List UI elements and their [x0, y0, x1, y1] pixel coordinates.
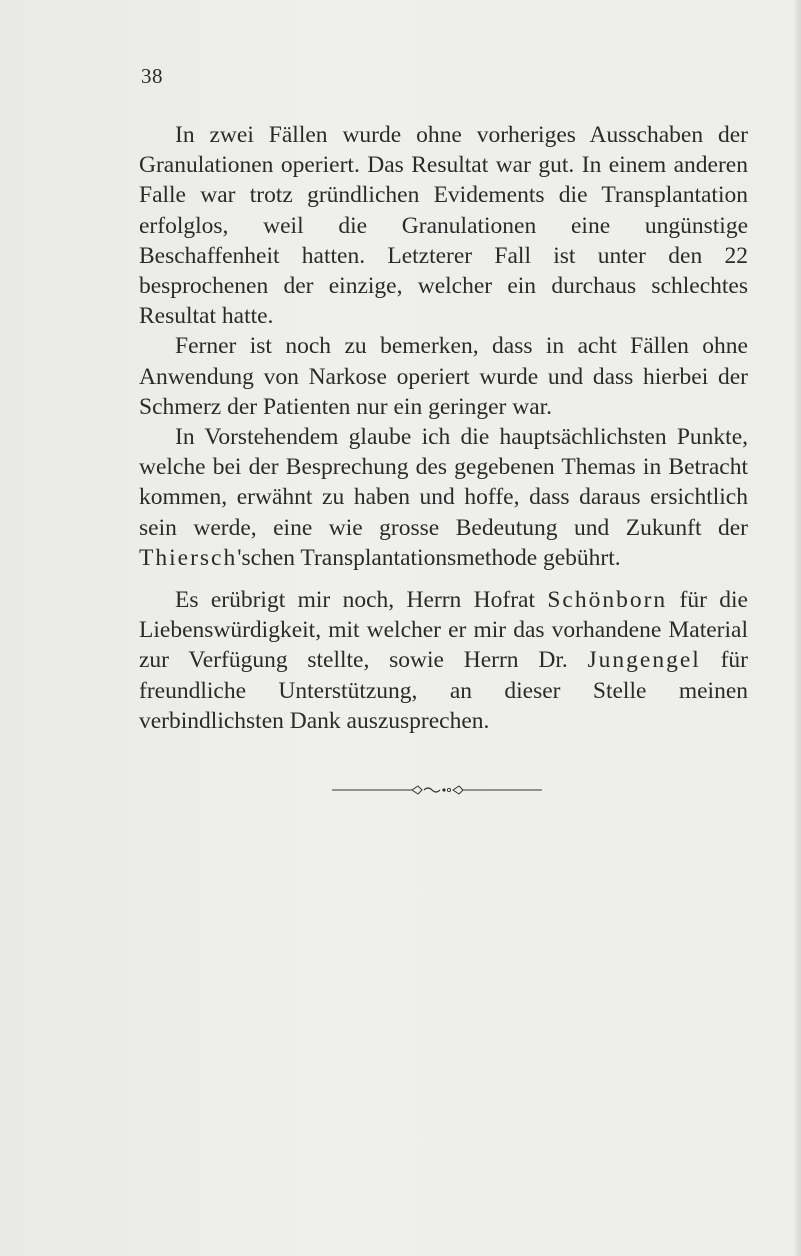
- paragraph-1: In zwei Fällen wurde ohne vorheriges Ausschaben der Granulationen operiert. Das Resultat war gut. In einem anderen Falle war trotz gründlichen Evidements die Transplantation erfolglos, weil die Granulationen eine ungünstige Beschaffenheit hatten. Letzterer Fall ist unter den 22 besprochenen der einzige, welcher ein durchaus schlechtes Resultat hatte.: [139, 122, 748, 330]
- paragraph-4-text-start: Es erübrigt mir noch, Herrn Hofrat: [175, 587, 548, 614]
- paragraph-4-text-middle: für die Liebenswürdigkeit, mit welcher er mir das vorhandene Material zur Verfügung stellte, sowie Herrn Dr.: [139, 587, 748, 674]
- paragraph-3-text-end: 'schen Transplantationsmethode gebührt.: [237, 544, 621, 571]
- page-number: 38: [141, 64, 163, 88]
- name-jungengel: Jungengel: [587, 647, 701, 674]
- page-edge-shadow: [795, 0, 801, 1256]
- name-schoenborn: Schönborn: [547, 587, 668, 614]
- paragraph-4: [139, 585, 748, 736]
- paragraph-3: [139, 422, 748, 573]
- body-text: [139, 120, 748, 736]
- paragraph-3-text-start: In Vorstehendem glaube ich die hauptsächlichsten Punkte, welche bei der Besprechung des gegebenen Themas in Betracht kommen, erwähnt zu haben und hoffe, dass daraus ersichtlich sein werde, eine wie grosse Bedeutung und Zukunft der: [139, 424, 748, 541]
- ornament-divider-icon: [332, 783, 542, 797]
- paragraph-2: Ferner ist noch zu bemerken, dass in acht Fällen ohne Anwendung von Narkose operiert wurde und dass hierbei der Schmerz der Patienten nur ein geringer war.: [139, 333, 748, 420]
- paragraph-4-text-end: für freundliche Unterstützung, an dieser Stelle meinen verbindlichsten Dank auszusprechen.: [139, 647, 749, 734]
- name-thiersch: Thiersch: [139, 544, 238, 571]
